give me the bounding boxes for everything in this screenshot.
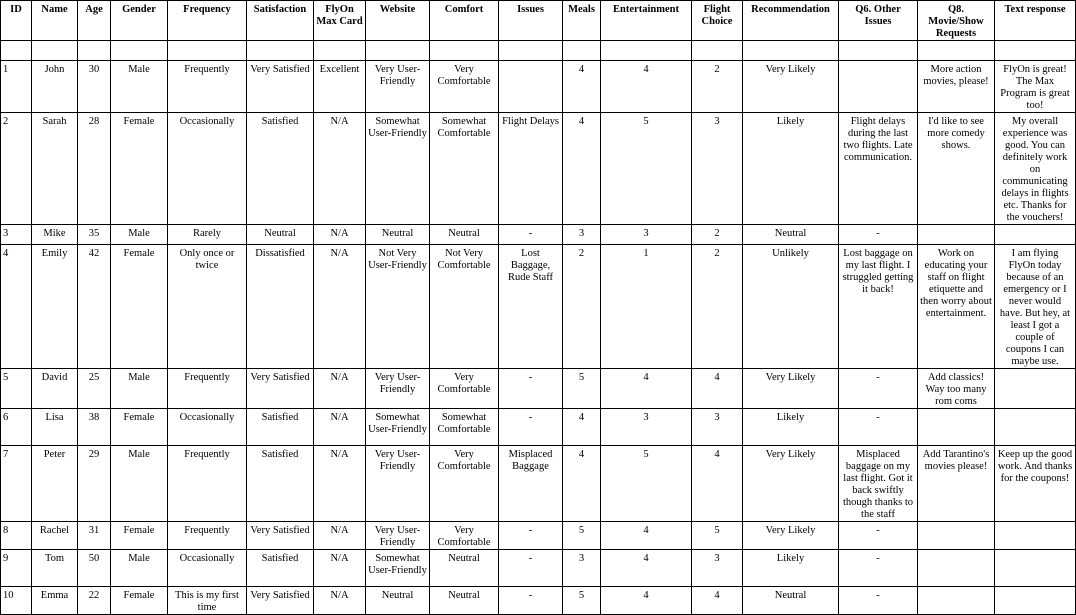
cell-age: 28	[78, 113, 111, 225]
table-cell	[692, 41, 743, 61]
col-header-age: Age	[78, 1, 111, 41]
cell-comfort: Neutral	[430, 550, 499, 587]
cell-frequency: Only once or twice	[168, 245, 247, 369]
cell-max-card: N/A	[314, 587, 366, 615]
table-cell	[111, 41, 168, 61]
cell-entertainment: 1	[601, 245, 692, 369]
table-row	[1, 369, 1076, 409]
cell-recommendation: Very Likely	[743, 446, 839, 522]
cell-other-issues	[839, 61, 918, 113]
cell-meals: 4	[563, 409, 601, 446]
cell-max-card: N/A	[314, 522, 366, 550]
col-header-comfort: Comfort	[430, 1, 499, 41]
cell-id: 1	[1, 61, 32, 113]
cell-age: 42	[78, 245, 111, 369]
cell-age: 25	[78, 369, 111, 409]
table-row	[1, 61, 1076, 113]
cell-entertainment: 4	[601, 61, 692, 113]
cell-max-card: N/A	[314, 369, 366, 409]
cell-issues: -	[499, 550, 563, 587]
blank-row	[1, 41, 1076, 61]
cell-movie-requests	[918, 225, 995, 245]
cell-meals: 3	[563, 225, 601, 245]
cell-recommendation: Likely	[743, 409, 839, 446]
cell-frequency: Frequently	[168, 61, 247, 113]
cell-name: Mike	[32, 225, 78, 245]
col-header-entertainment: Entertainment	[601, 1, 692, 41]
col-header-text-response: Text response	[995, 1, 1076, 41]
cell-flight-choice: 3	[692, 409, 743, 446]
cell-gender: Male	[111, 225, 168, 245]
cell-website: Very User-Friendly	[366, 61, 430, 113]
cell-satisfaction: Very Satisfied	[247, 61, 314, 113]
cell-flight-choice: 2	[692, 61, 743, 113]
cell-website: Very User-Friendly	[366, 369, 430, 409]
cell-gender: Female	[111, 522, 168, 550]
cell-satisfaction: Satisfied	[247, 113, 314, 225]
cell-max-card: N/A	[314, 550, 366, 587]
cell-comfort: Very Comfortable	[430, 369, 499, 409]
cell-flight-choice: 4	[692, 446, 743, 522]
table-cell	[918, 41, 995, 61]
cell-name: John	[32, 61, 78, 113]
cell-website: Not Very User-Friendly	[366, 245, 430, 369]
table-row	[1, 522, 1076, 550]
cell-max-card: N/A	[314, 113, 366, 225]
cell-gender: Male	[111, 446, 168, 522]
cell-flight-choice: 2	[692, 225, 743, 245]
cell-issues: -	[499, 587, 563, 615]
cell-entertainment: 4	[601, 522, 692, 550]
cell-website: Somewhat User-Friendly	[366, 113, 430, 225]
table-row	[1, 409, 1076, 446]
table-row	[1, 550, 1076, 587]
cell-id: 2	[1, 113, 32, 225]
cell-flight-choice: 4	[692, 369, 743, 409]
table-cell	[32, 41, 78, 61]
cell-recommendation: Likely	[743, 550, 839, 587]
cell-website: Neutral	[366, 225, 430, 245]
cell-name: Rachel	[32, 522, 78, 550]
cell-entertainment: 4	[601, 369, 692, 409]
table-row	[1, 245, 1076, 369]
cell-id: 3	[1, 225, 32, 245]
cell-gender: Male	[111, 550, 168, 587]
table-cell	[601, 41, 692, 61]
cell-max-card: N/A	[314, 225, 366, 245]
table-cell	[499, 41, 563, 61]
cell-text-response: My overall experience was good. You can definitely work on communicating delays in flights etc. Thanks for the vouchers!	[995, 113, 1076, 225]
table-cell	[563, 41, 601, 61]
cell-max-card: N/A	[314, 409, 366, 446]
cell-satisfaction: Very Satisfied	[247, 587, 314, 615]
cell-flight-choice: 2	[692, 245, 743, 369]
cell-comfort: Neutral	[430, 225, 499, 245]
cell-flight-choice: 5	[692, 522, 743, 550]
cell-movie-requests	[918, 522, 995, 550]
cell-id: 10	[1, 587, 32, 615]
cell-issues: -	[499, 522, 563, 550]
cell-satisfaction: Very Satisfied	[247, 369, 314, 409]
cell-entertainment: 5	[601, 446, 692, 522]
cell-movie-requests	[918, 550, 995, 587]
cell-movie-requests: I'd like to see more comedy shows.	[918, 113, 995, 225]
cell-text-response	[995, 369, 1076, 409]
col-header-movie-requests: Q8. Movie/Show Requests	[918, 1, 995, 41]
table-cell	[743, 41, 839, 61]
cell-movie-requests: Add classics! Way too many rom coms	[918, 369, 995, 409]
col-header-website: Website	[366, 1, 430, 41]
cell-other-issues: Lost baggage on my last flight. I struggled getting it back!	[839, 245, 918, 369]
cell-entertainment: 4	[601, 550, 692, 587]
cell-satisfaction: Neutral	[247, 225, 314, 245]
col-header-id: ID	[1, 1, 32, 41]
cell-comfort: Not Very Comfortable	[430, 245, 499, 369]
col-header-frequency: Frequency	[168, 1, 247, 41]
cell-gender: Male	[111, 61, 168, 113]
col-header-satisfaction: Satisfaction	[247, 1, 314, 41]
cell-other-issues: -	[839, 522, 918, 550]
table-cell	[995, 41, 1076, 61]
cell-gender: Female	[111, 409, 168, 446]
cell-other-issues: Misplaced baggage on my last flight. Got it back swiftly though thanks to the staff	[839, 446, 918, 522]
cell-comfort: Somewhat Comfortable	[430, 113, 499, 225]
cell-frequency: Occasionally	[168, 113, 247, 225]
cell-comfort: Very Comfortable	[430, 446, 499, 522]
cell-text-response	[995, 587, 1076, 615]
cell-age: 35	[78, 225, 111, 245]
col-header-flight-choice: Flight Choice	[692, 1, 743, 41]
cell-age: 50	[78, 550, 111, 587]
cell-meals: 4	[563, 61, 601, 113]
cell-gender: Female	[111, 245, 168, 369]
table-cell	[168, 41, 247, 61]
cell-movie-requests	[918, 409, 995, 446]
table-cell	[247, 41, 314, 61]
cell-name: Emily	[32, 245, 78, 369]
header-row	[1, 1, 1076, 41]
cell-website: Somewhat User-Friendly	[366, 550, 430, 587]
cell-name: Tom	[32, 550, 78, 587]
cell-frequency: Occasionally	[168, 409, 247, 446]
cell-age: 30	[78, 61, 111, 113]
cell-id: 7	[1, 446, 32, 522]
cell-frequency: This is my first time	[168, 587, 247, 615]
table-cell	[314, 41, 366, 61]
cell-id: 8	[1, 522, 32, 550]
cell-issues: -	[499, 225, 563, 245]
cell-gender: Female	[111, 587, 168, 615]
cell-flight-choice: 3	[692, 550, 743, 587]
cell-meals: 4	[563, 113, 601, 225]
cell-issues: -	[499, 409, 563, 446]
cell-name: Lisa	[32, 409, 78, 446]
cell-other-issues: -	[839, 550, 918, 587]
cell-text-response: FlyOn is great! The Max Program is great too!	[995, 61, 1076, 113]
cell-entertainment: 4	[601, 587, 692, 615]
table-row	[1, 587, 1076, 615]
cell-gender: Male	[111, 369, 168, 409]
table-row	[1, 446, 1076, 522]
cell-id: 5	[1, 369, 32, 409]
cell-comfort: Very Comfortable	[430, 522, 499, 550]
cell-recommendation: Very Likely	[743, 369, 839, 409]
cell-recommendation: Neutral	[743, 225, 839, 245]
cell-satisfaction: Dissatisfied	[247, 245, 314, 369]
table-row	[1, 225, 1076, 245]
cell-frequency: Frequently	[168, 369, 247, 409]
col-header-max-card: FlyOn Max Card	[314, 1, 366, 41]
cell-age: 29	[78, 446, 111, 522]
cell-other-issues: -	[839, 369, 918, 409]
cell-movie-requests: More action movies, please!	[918, 61, 995, 113]
cell-satisfaction: Very Satisfied	[247, 522, 314, 550]
cell-issues	[499, 61, 563, 113]
cell-max-card: N/A	[314, 446, 366, 522]
cell-meals: 2	[563, 245, 601, 369]
cell-text-response	[995, 522, 1076, 550]
cell-frequency: Frequently	[168, 522, 247, 550]
cell-frequency: Frequently	[168, 446, 247, 522]
cell-issues: Misplaced Baggage	[499, 446, 563, 522]
table-cell	[430, 41, 499, 61]
cell-movie-requests: Add Tarantino's movies please!	[918, 446, 995, 522]
cell-other-issues: -	[839, 225, 918, 245]
cell-name: Sarah	[32, 113, 78, 225]
table-cell	[1, 41, 32, 61]
cell-meals: 5	[563, 587, 601, 615]
cell-name: Peter	[32, 446, 78, 522]
cell-meals: 4	[563, 446, 601, 522]
cell-comfort: Somewhat Comfortable	[430, 409, 499, 446]
cell-recommendation: Neutral	[743, 587, 839, 615]
cell-id: 9	[1, 550, 32, 587]
cell-age: 38	[78, 409, 111, 446]
cell-text-response	[995, 225, 1076, 245]
cell-website: Neutral	[366, 587, 430, 615]
table-cell	[78, 41, 111, 61]
cell-meals: 5	[563, 369, 601, 409]
cell-recommendation: Unlikely	[743, 245, 839, 369]
cell-entertainment: 3	[601, 225, 692, 245]
cell-other-issues: -	[839, 587, 918, 615]
cell-text-response	[995, 550, 1076, 587]
cell-website: Very User-Friendly	[366, 446, 430, 522]
cell-movie-requests	[918, 587, 995, 615]
cell-name: David	[32, 369, 78, 409]
col-header-issues: Issues	[499, 1, 563, 41]
cell-max-card: N/A	[314, 245, 366, 369]
cell-name: Emma	[32, 587, 78, 615]
col-header-recommendation: Recommendation	[743, 1, 839, 41]
table-cell	[366, 41, 430, 61]
cell-flight-choice: 3	[692, 113, 743, 225]
cell-meals: 5	[563, 522, 601, 550]
cell-gender: Female	[111, 113, 168, 225]
cell-comfort: Neutral	[430, 587, 499, 615]
cell-frequency: Occasionally	[168, 550, 247, 587]
cell-text-response: Keep up the good work. And thanks for the coupons!	[995, 446, 1076, 522]
cell-satisfaction: Satisfied	[247, 446, 314, 522]
cell-satisfaction: Satisfied	[247, 550, 314, 587]
cell-recommendation: Very Likely	[743, 61, 839, 113]
table-row	[1, 113, 1076, 225]
cell-website: Very User-Friendly	[366, 522, 430, 550]
cell-movie-requests: Work on educating your staff on flight etiquette and then worry about entertainment.	[918, 245, 995, 369]
table-cell	[839, 41, 918, 61]
cell-entertainment: 3	[601, 409, 692, 446]
col-header-name: Name	[32, 1, 78, 41]
col-header-other-issues: Q6. Other Issues	[839, 1, 918, 41]
cell-issues: Lost Baggage, Rude Staff	[499, 245, 563, 369]
cell-comfort: Very Comfortable	[430, 61, 499, 113]
cell-id: 4	[1, 245, 32, 369]
cell-age: 31	[78, 522, 111, 550]
cell-other-issues: -	[839, 409, 918, 446]
cell-meals: 3	[563, 550, 601, 587]
cell-max-card: Excellent	[314, 61, 366, 113]
cell-flight-choice: 4	[692, 587, 743, 615]
cell-text-response: I am flying FlyOn today because of an emergency or I never would have. But hey, at least I got a couple of coupons I can maybe use.	[995, 245, 1076, 369]
cell-other-issues: Flight delays during the last two flights. Late communication.	[839, 113, 918, 225]
cell-id: 6	[1, 409, 32, 446]
cell-issues: Flight Delays	[499, 113, 563, 225]
cell-text-response	[995, 409, 1076, 446]
col-header-gender: Gender	[111, 1, 168, 41]
col-header-meals: Meals	[563, 1, 601, 41]
cell-website: Somewhat User-Friendly	[366, 409, 430, 446]
cell-age: 22	[78, 587, 111, 615]
cell-issues: -	[499, 369, 563, 409]
cell-recommendation: Very Likely	[743, 522, 839, 550]
cell-recommendation: Likely	[743, 113, 839, 225]
cell-entertainment: 5	[601, 113, 692, 225]
cell-satisfaction: Satisfied	[247, 409, 314, 446]
cell-frequency: Rarely	[168, 225, 247, 245]
